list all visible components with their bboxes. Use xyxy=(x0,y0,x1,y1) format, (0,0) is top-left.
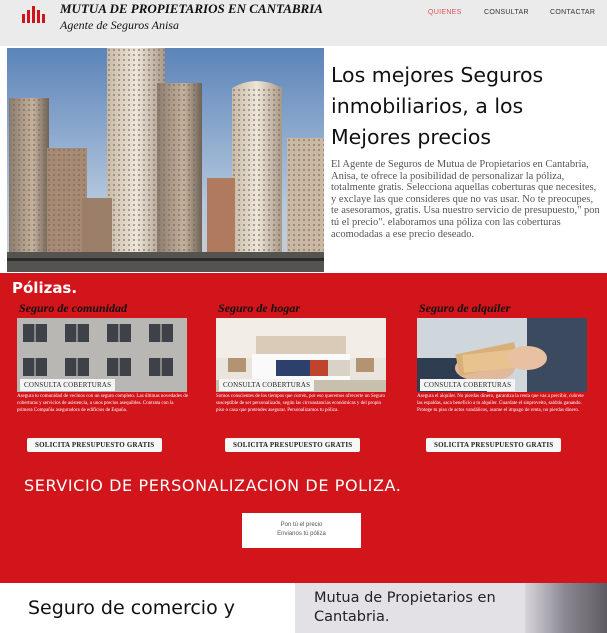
card-seguro-alquiler xyxy=(417,273,607,463)
pon-tu-precio-button[interactable] xyxy=(242,513,361,548)
site-header xyxy=(0,0,607,46)
card-seguro-comunidad xyxy=(17,273,207,463)
card-description: Asegura el alquiler. No pierdas dinero, garantiza la renta que vas a percibir, cubrete las espaldas, saca beneficio a tu alquiler. Guardate el sinproveito, saldrás ganando. Protege tu piso de actos vandálicos, asume el impago de renta, no pierdas dinero. xyxy=(417,394,584,413)
consulta-coberturas-button[interactable]: CONSULTA COBERTURAS xyxy=(219,379,314,391)
nav-contactar[interactable]: CONTACTAR xyxy=(550,9,596,16)
site-subtitle: Agente de Seguros Anisa xyxy=(60,18,179,32)
card-description: Somos conscientes de los tiempos que corren, por eso queremos ofrecerte un Seguro susceptible de ser personalizado, según las circunstancias económicas y del propio piso o casa que pretendes asegurar. Personalizamos tu póliza. xyxy=(216,394,385,413)
card-title[interactable]: Seguro de comunidad xyxy=(19,301,128,315)
consulta-coberturas-button[interactable]: CONSULTA COBERTURAS xyxy=(20,379,115,391)
site-title[interactable]: MUTUA DE PROPIETARIOS EN CANTABRIA xyxy=(60,1,323,16)
hero-skyline-image xyxy=(7,48,324,272)
hero-title: Los mejores Seguros inmobiliarios, a los Mejores precios xyxy=(331,63,544,149)
cta-line-2: Envianos tú póliza xyxy=(277,531,326,537)
polizas-title: Pólizas. xyxy=(12,279,78,297)
servicio-title: SERVICIO DE PERSONALIZACION DE POLIZA. xyxy=(24,476,402,495)
logo-bars-icon[interactable] xyxy=(22,6,48,23)
nav-quienes[interactable]: QUIENES xyxy=(428,9,462,16)
card-seguro-hogar xyxy=(216,273,406,463)
solicita-presupuesto-button[interactable]: SOLICITA PRESUPUESTO GRATIS xyxy=(426,438,561,452)
bottom-left-panel xyxy=(0,583,295,633)
card-description: Asegura tu comunidad de vecinos con un seguro completo. Las últimas novedades de coberturas y servicios de asistencia, a unos precios asequibles. Contrata con la primera Compañía aseguradora de edificios de España. xyxy=(17,394,188,413)
nav-consultar[interactable]: CONSULTAR xyxy=(484,9,529,16)
polizas-section xyxy=(0,273,607,583)
cta-line-1: Pon tú el precio xyxy=(280,522,323,528)
mutua-title: Mutua de Propietarios en Cantabria. xyxy=(314,590,496,625)
bottom-right-panel xyxy=(295,583,607,633)
solicita-presupuesto-button[interactable]: SOLICITA PRESUPUESTO GRATIS xyxy=(27,438,162,452)
hero-description: El Agente de Seguros de Mutua de Propietarios en Cantabria, Anisa, te ofrece la posibilidad de personalizar la póliza, totalmente gratis. Selecciona aquellas coberturas que necesites, y exclaye las que consideres que no vas usar. No te preocupes, te asesoramos, gratis. Usa nuestro servicio de presupuesto," pon tú el precio". elaboramos una póliza con las coberturas acomodadas a ese precio deseado. xyxy=(331,159,600,240)
card-title[interactable]: Seguro de alquiler xyxy=(419,301,511,315)
seguro-comercio-title: Seguro de comercio y xyxy=(28,597,235,619)
consulta-coberturas-button[interactable]: CONSULTA COBERTURAS xyxy=(420,379,515,391)
card-title[interactable]: Seguro de hogar xyxy=(218,301,301,315)
solicita-presupuesto-button[interactable]: SOLICITA PRESUPUESTO GRATIS xyxy=(225,438,360,452)
